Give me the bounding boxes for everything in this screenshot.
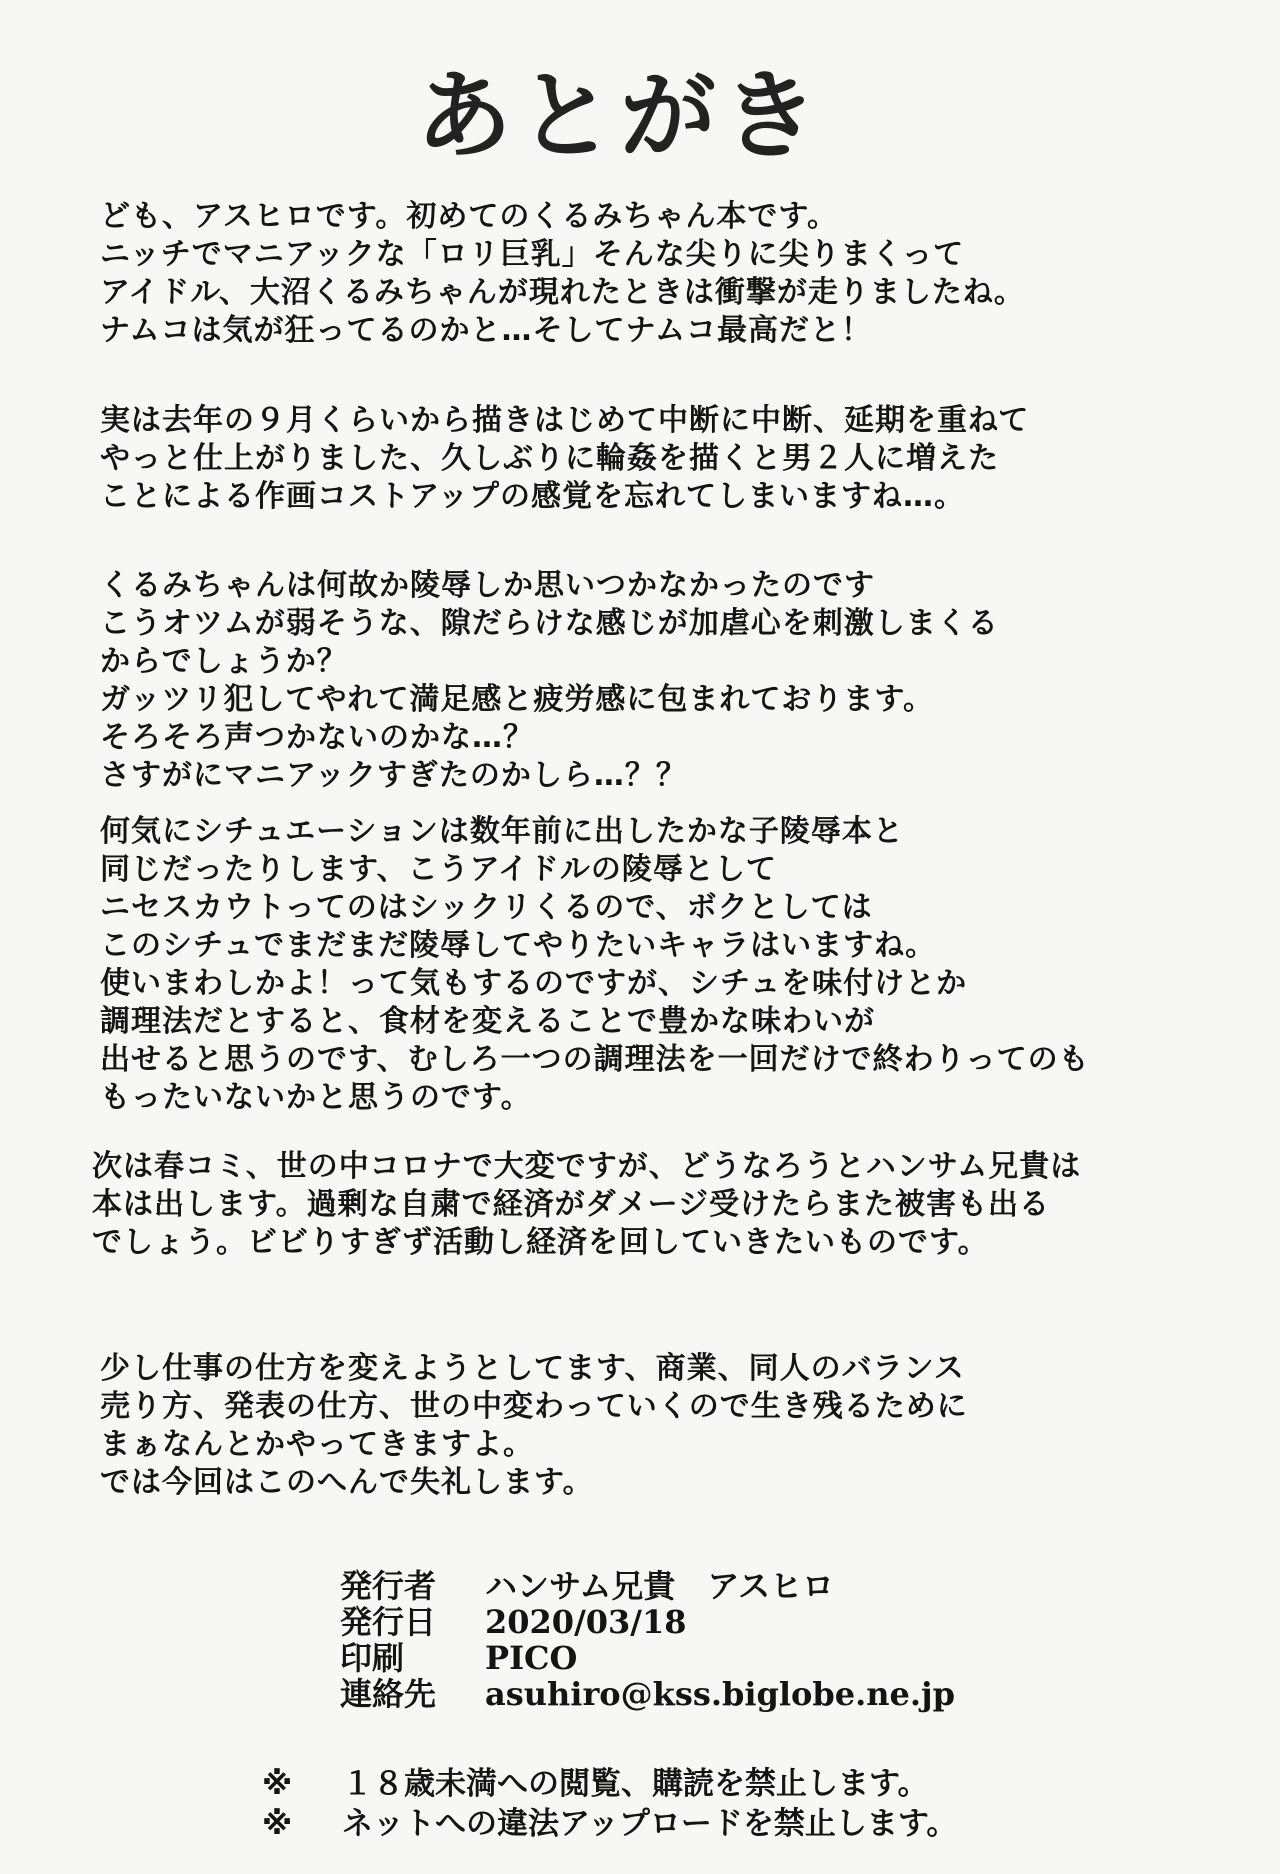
colophon-value: 2020/03/18 [485, 1603, 687, 1641]
reference-mark-icon: ※ [262, 1806, 293, 1842]
text-line: ニセスカウトってのはシックリくるので、ボクとしては [100, 890, 873, 925]
text-line: 調理法だとすると、食材を変えることで豊かな味わいが [100, 1004, 875, 1039]
colophon-contact [340, 1676, 955, 1712]
colophon-value: ハンサム兄貴 アスヒロ [485, 1567, 835, 1605]
reference-mark-icon: ※ [262, 1766, 293, 1802]
text-line: さすがにマニアックすぎたのかしら…？？ [100, 758, 687, 793]
notices [262, 1764, 957, 1844]
paragraph-next-event [92, 1148, 1232, 1262]
paragraph-situation [100, 813, 1240, 1117]
text-line: でしょう。ビビりすぎず活動し経済を回していきたいものです。 [92, 1225, 989, 1260]
notice-upload-prohibited [262, 1804, 957, 1844]
paragraph-closing [100, 1350, 1240, 1502]
text-line: 次は春コミ、世の中コロナで大変ですが、どうなろうとハンサム兄貴は [92, 1149, 1082, 1184]
text-line: もったいないかと思うのです。 [100, 1080, 532, 1115]
text-line: ニッチでマニアックな「ロリ巨乳」そんな尖りに尖りまくって [100, 237, 965, 272]
text-line: 使いまわしかよ！って気もするのですが、シチュを味付けとか [100, 966, 968, 1001]
colophon-email: asuhiro@kss.biglobe.ne.jp [485, 1675, 955, 1713]
text-line: からでしょうか？ [100, 644, 348, 679]
text-line: 少し仕事の仕方を変えようとしてます、商業、同人のバランス [100, 1351, 965, 1386]
text-line: やっと仕上がりました、久しぶりに輪姦を描くと男２人に増えた [100, 441, 999, 476]
text-line: くるみちゃんは何故か陵辱しか思いつかなかったのです [100, 568, 875, 603]
notice-text: ネットへの違法アップロードを禁止します。 [342, 1806, 958, 1842]
colophon-value: PICO [485, 1639, 578, 1677]
colophon-label: 発行日 [340, 1603, 437, 1641]
text-line: 出せると思うのです、むしろ一つの調理法を一回だけで終わりってのも [100, 1042, 1090, 1077]
text-line: 同じだったりします、こうアイドルの陵辱として [100, 852, 777, 887]
colophon-printer [340, 1640, 955, 1676]
text-line: ども、アスヒロです。初めてのくるみちゃん本です。 [100, 199, 838, 234]
text-line: ナムコは気が狂ってるのかと…そしてナムコ最高だと！ [100, 313, 872, 348]
text-line: まぁなんとかやってきますよ。 [100, 1427, 534, 1462]
colophon [340, 1568, 955, 1712]
text-line: ガッツリ犯してやれて満足感と疲労感に包まれております。 [100, 682, 934, 717]
text-line: 実は去年の９月くらいから描きはじめて中断に中断、延期を重ねて [100, 403, 1030, 438]
text-line: アイドル、大沼くるみちゃんが現れたときは衝撃が走りましたね。 [100, 275, 1025, 310]
colophon-date [340, 1604, 955, 1640]
notice-text: １８歳未満への閲覧、購読を禁止します。 [342, 1766, 929, 1802]
colophon-label: 発行者 [340, 1567, 437, 1605]
text-line: では今回はこのへんで失礼します。 [100, 1465, 594, 1500]
paragraph-progress [100, 402, 1240, 516]
text-line: このシチュでまだまだ陵辱してやりたいキャラはいますね。 [100, 928, 937, 963]
paragraph-character [100, 567, 1240, 795]
text-line: 売り方、発表の仕方、世の中変わっていくので生き残るために [100, 1389, 968, 1424]
colophon-publisher [340, 1568, 955, 1604]
colophon-label: 連絡先 [340, 1675, 437, 1713]
paragraph-intro [100, 198, 1240, 350]
text-line: こうオツムが弱そうな、隙だらけな感じが加虐心を刺激しまくる [100, 606, 999, 641]
text-line: 何気にシチュエーションは数年前に出したかな子陵辱本と [100, 814, 904, 849]
text-line: 本は出します。過剰な自粛で経済がダメージ受けたらまた被害も出る [92, 1187, 1050, 1222]
colophon-label: 印刷 [340, 1639, 405, 1677]
text-line: そろそろ声つかないのかな…？ [100, 720, 534, 755]
page-title: あとがき [416, 59, 824, 172]
notice-age-restriction [262, 1764, 957, 1804]
text-line: ことによる作画コストアップの感覚を忘れてしまいますね…。 [100, 479, 965, 514]
